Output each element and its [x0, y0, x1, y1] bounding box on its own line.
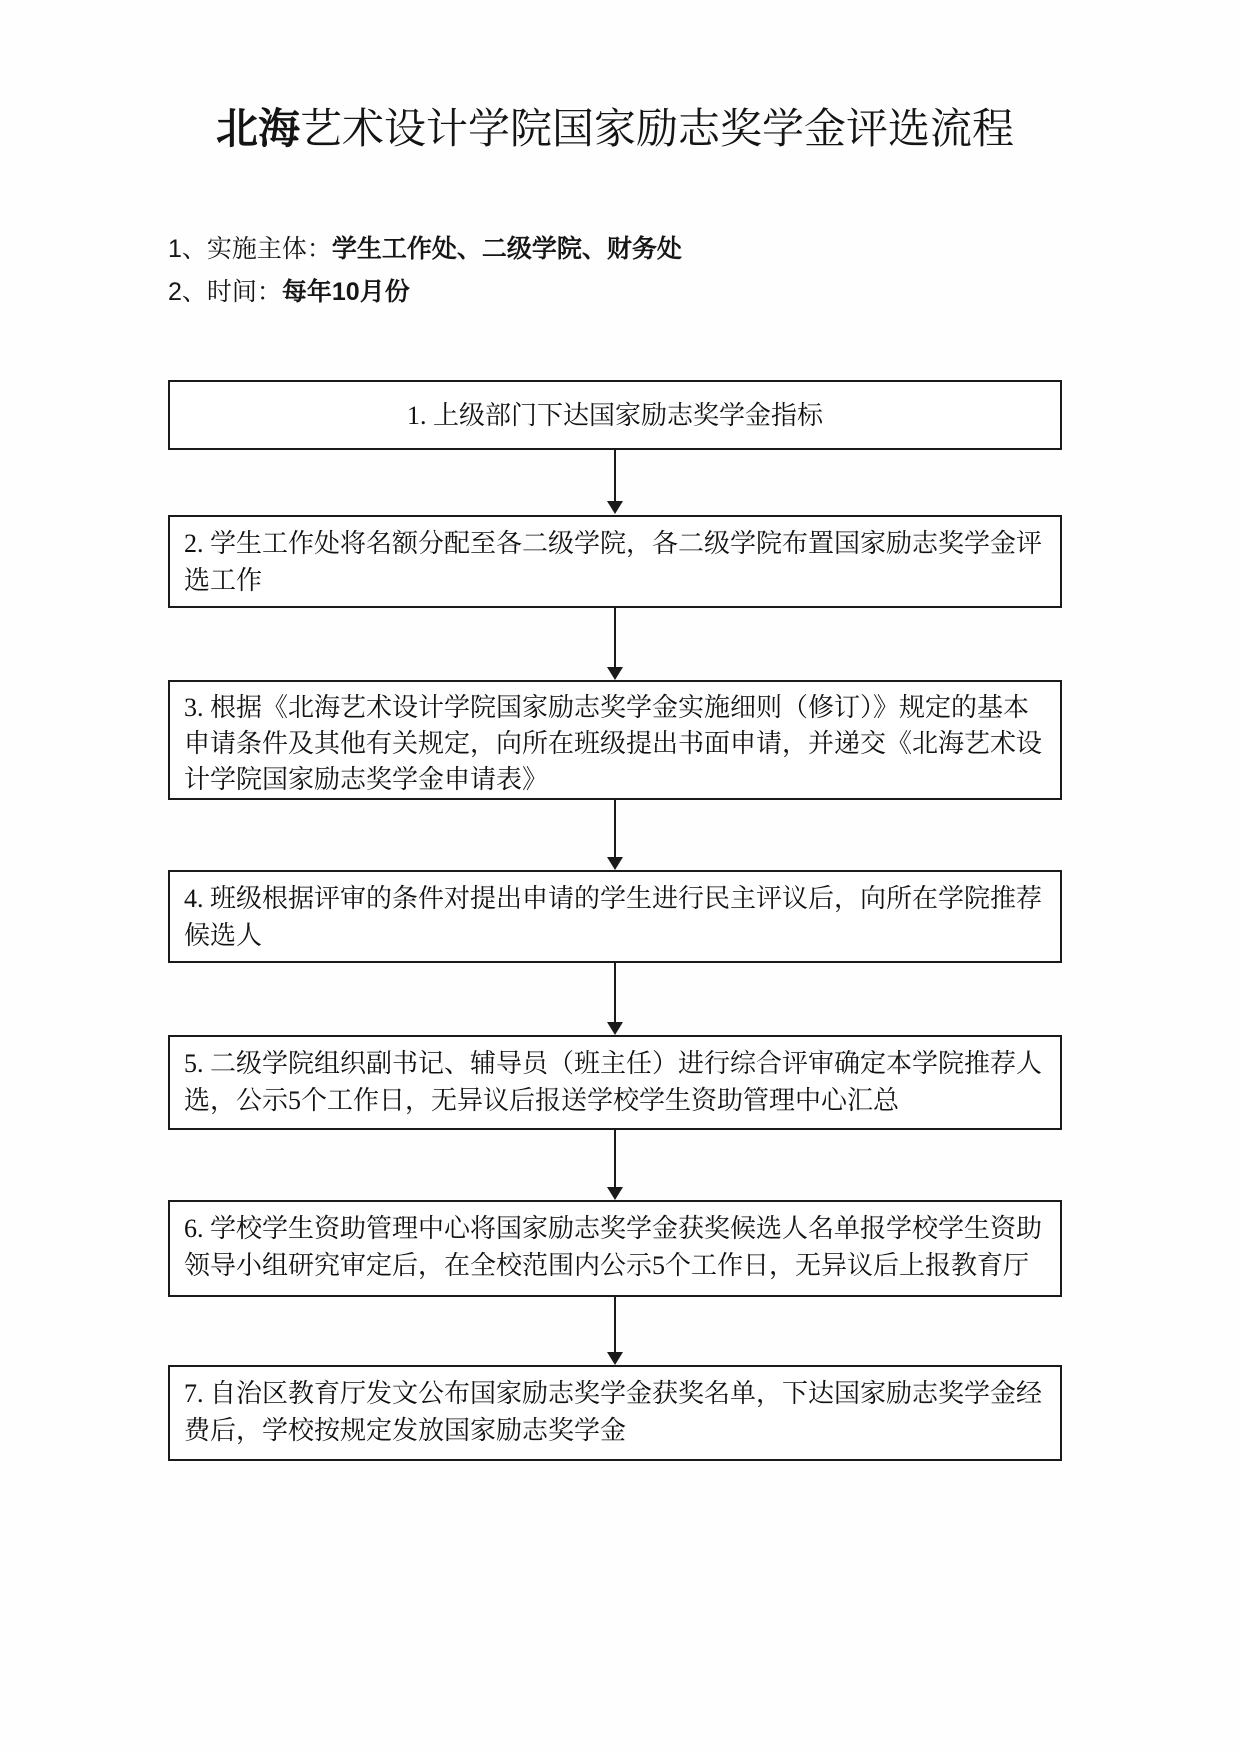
flow-step-5: 5. 二级学院组织副书记、辅导员（班主任）进行综合评审确定本学院推荐人选，公示5个工作日，无异议后报送学校学生资助管理中心汇总: [168, 1035, 1062, 1130]
arrow-head-icon: [607, 857, 623, 870]
arrow-head-icon: [607, 1352, 623, 1365]
flow-step-7: 7. 自治区教育厅发文公布国家励志奖学金获奖名单，下达国家励志奖学金经费后，学校按规定发放国家励志奖学金: [168, 1365, 1062, 1461]
flow-step-3: 3. 根据《北海艺术设计学院国家励志奖学金实施细则（修订）》规定的基本申请条件及其他有关规定，向所在班级提出书面申请，并递交《北海艺术设计学院国家励志奖学金申请表》: [168, 680, 1062, 800]
flow-arrow-down-1: [607, 450, 623, 514]
flow-step-1: 1. 上级部门下达国家励志奖学金指标: [168, 380, 1062, 450]
intro-item-subject: [168, 232, 682, 266]
flow-arrow-down-4: [607, 963, 623, 1035]
arrow-shaft: [614, 963, 616, 1022]
arrow-shaft: [614, 608, 616, 667]
flow-arrow-down-2: [607, 608, 623, 680]
flow-arrow-down-6: [607, 1297, 623, 1365]
arrow-shaft: [614, 1297, 616, 1352]
intro-item-time-value: 每年10月份: [281, 278, 410, 306]
intro-item-time-label: 2、时间：: [168, 278, 282, 306]
flow-step-2: 2. 学生工作处将名额分配至各二级学院，各二级学院布置国家励志奖学金评选工作: [168, 515, 1062, 608]
arrow-shaft: [614, 800, 616, 857]
page-title: [168, 98, 1062, 160]
arrow-shaft: [614, 450, 616, 501]
arrow-head-icon: [607, 667, 623, 680]
arrow-head-icon: [607, 501, 623, 514]
intro-item-time: [168, 275, 410, 309]
flow-step-4: 4. 班级根据评审的条件对提出申请的学生进行民主评议后，向所在学院推荐候选人: [168, 870, 1062, 963]
page-title-rest: 艺术设计学院国家励志奖学金评选流程: [300, 105, 1015, 152]
intro-item-subject-value: 学生工作处、二级学院、财务处: [331, 235, 682, 263]
arrow-shaft: [614, 1130, 616, 1187]
arrow-head-icon: [607, 1022, 623, 1035]
flow-arrow-down-3: [607, 800, 623, 870]
flow-arrow-down-5: [607, 1130, 623, 1200]
flow-step-6: 6. 学校学生资助管理中心将国家励志奖学金获奖候选人名单报学校学生资助领导小组研究审定后，在全校范围内公示5个工作日，无异议后上报教育厅: [168, 1200, 1062, 1297]
arrow-head-icon: [607, 1187, 623, 1200]
intro-item-subject-label: 1、实施主体：: [168, 235, 332, 263]
page-title-prefix: 北海: [215, 105, 300, 152]
